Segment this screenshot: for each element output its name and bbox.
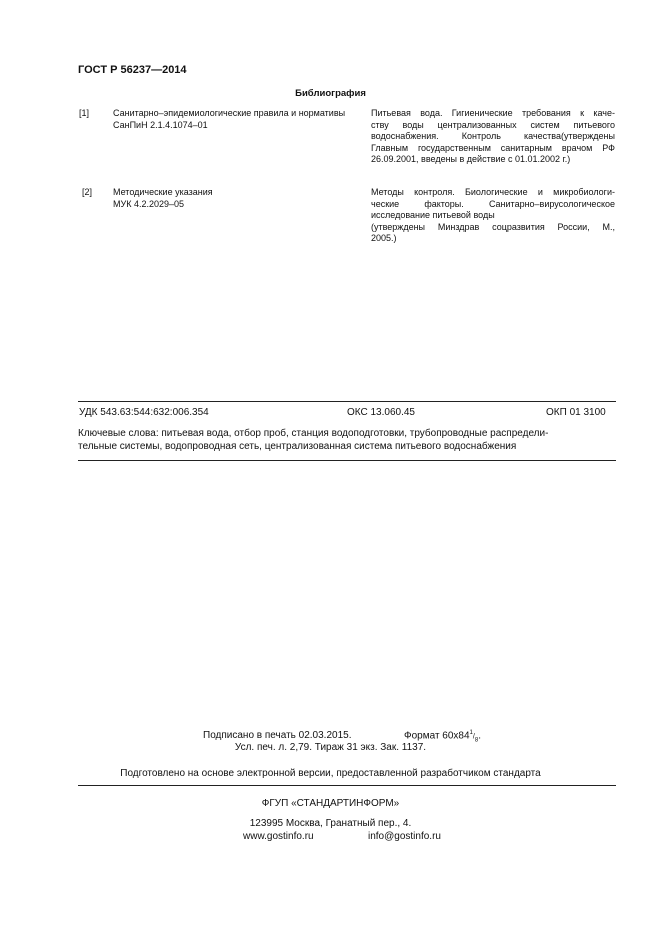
ref-document-line: Методические указания xyxy=(113,187,213,197)
ref-description-line: исследование питьевой воды xyxy=(371,210,495,220)
signed-date: Подписано в печать 02.03.2015. xyxy=(203,730,352,741)
keywords-line: Ключевые слова: питьевая вода, отбор проб, станция водоподготовки, трубопроводные распредели- xyxy=(78,428,549,439)
ref-description-line: Главным государственным санитарным врачом РФ xyxy=(371,142,615,153)
publisher-name: ФГУП «СТАНДАРТИНФОРМ» xyxy=(261,798,400,809)
ref-description-line: (утверждены Минздрав соцразвития России, М., xyxy=(371,221,615,232)
format-label: Формат 60x84 xyxy=(404,730,470,742)
ref-document-line: СанПиН 2.1.4.1074–01 xyxy=(113,119,208,130)
ref-number: [1] xyxy=(79,108,90,118)
divider xyxy=(78,785,616,786)
email-link[interactable]: info@gostinfo.ru xyxy=(368,831,441,842)
format-numerator: 1 xyxy=(469,730,473,736)
ref-description-line: Методы контроля. Биологические и микробиологи- xyxy=(371,187,615,197)
ref-description-line: 26.09.2001, введены в действие с 01.01.2002 г.) xyxy=(371,154,571,164)
publisher-address: 123995 Москва, Гранатный пер., 4. xyxy=(249,818,412,829)
okp-code: ОКП 01 3100 xyxy=(546,407,606,418)
paper-format: Формат $60x84^1/_8$. xyxy=(404,730,481,744)
ref-document xyxy=(113,187,363,210)
ref-description-line: водоснабжения. Контроль качества(утверждены xyxy=(371,131,615,141)
prepared-note: Подготовлено на основе электронной версии, предоставленной разработчиком стандарта xyxy=(120,768,541,779)
oks-code: ОКС 13.060.45 xyxy=(347,407,415,418)
ref-description-line: ческие факторы. Санитарно–вирусологическое xyxy=(371,198,615,209)
divider xyxy=(78,401,616,402)
format-end: . xyxy=(478,730,481,742)
keywords xyxy=(78,427,614,453)
ref-number: [2] xyxy=(82,187,93,197)
ref-description-line: ству воды централизованных систем питьевого xyxy=(371,119,615,130)
format-denominator: 8 xyxy=(474,737,479,744)
ref-description-line: 2005.) xyxy=(371,233,397,243)
udk-code: УДК 543.63:544:632:006.354 xyxy=(79,407,209,418)
website-link[interactable]: www.gostinfo.ru xyxy=(243,831,314,842)
ref-document-line: Санитарно–эпидемиологические правила и нормативы xyxy=(113,108,346,118)
print-info: Усл. печ. л. 2,79. Тираж 31 экз. Зак. 1137. xyxy=(234,742,427,753)
ref-description xyxy=(371,187,615,245)
divider xyxy=(78,460,616,461)
ref-description-line: Питьевая вода. Гигиенические требования к каче- xyxy=(371,108,615,118)
ref-document xyxy=(113,108,371,131)
keywords-line: тельные системы, водопроводная сеть, централизованная система питьевого водоснабжения xyxy=(78,441,517,452)
bibliography-title: Библиография xyxy=(295,88,366,99)
ref-description xyxy=(371,108,615,166)
ref-document-line: МУК 4.2.2029–05 xyxy=(113,198,185,209)
document-id: ГОСТ Р 56237—2014 xyxy=(78,64,187,76)
